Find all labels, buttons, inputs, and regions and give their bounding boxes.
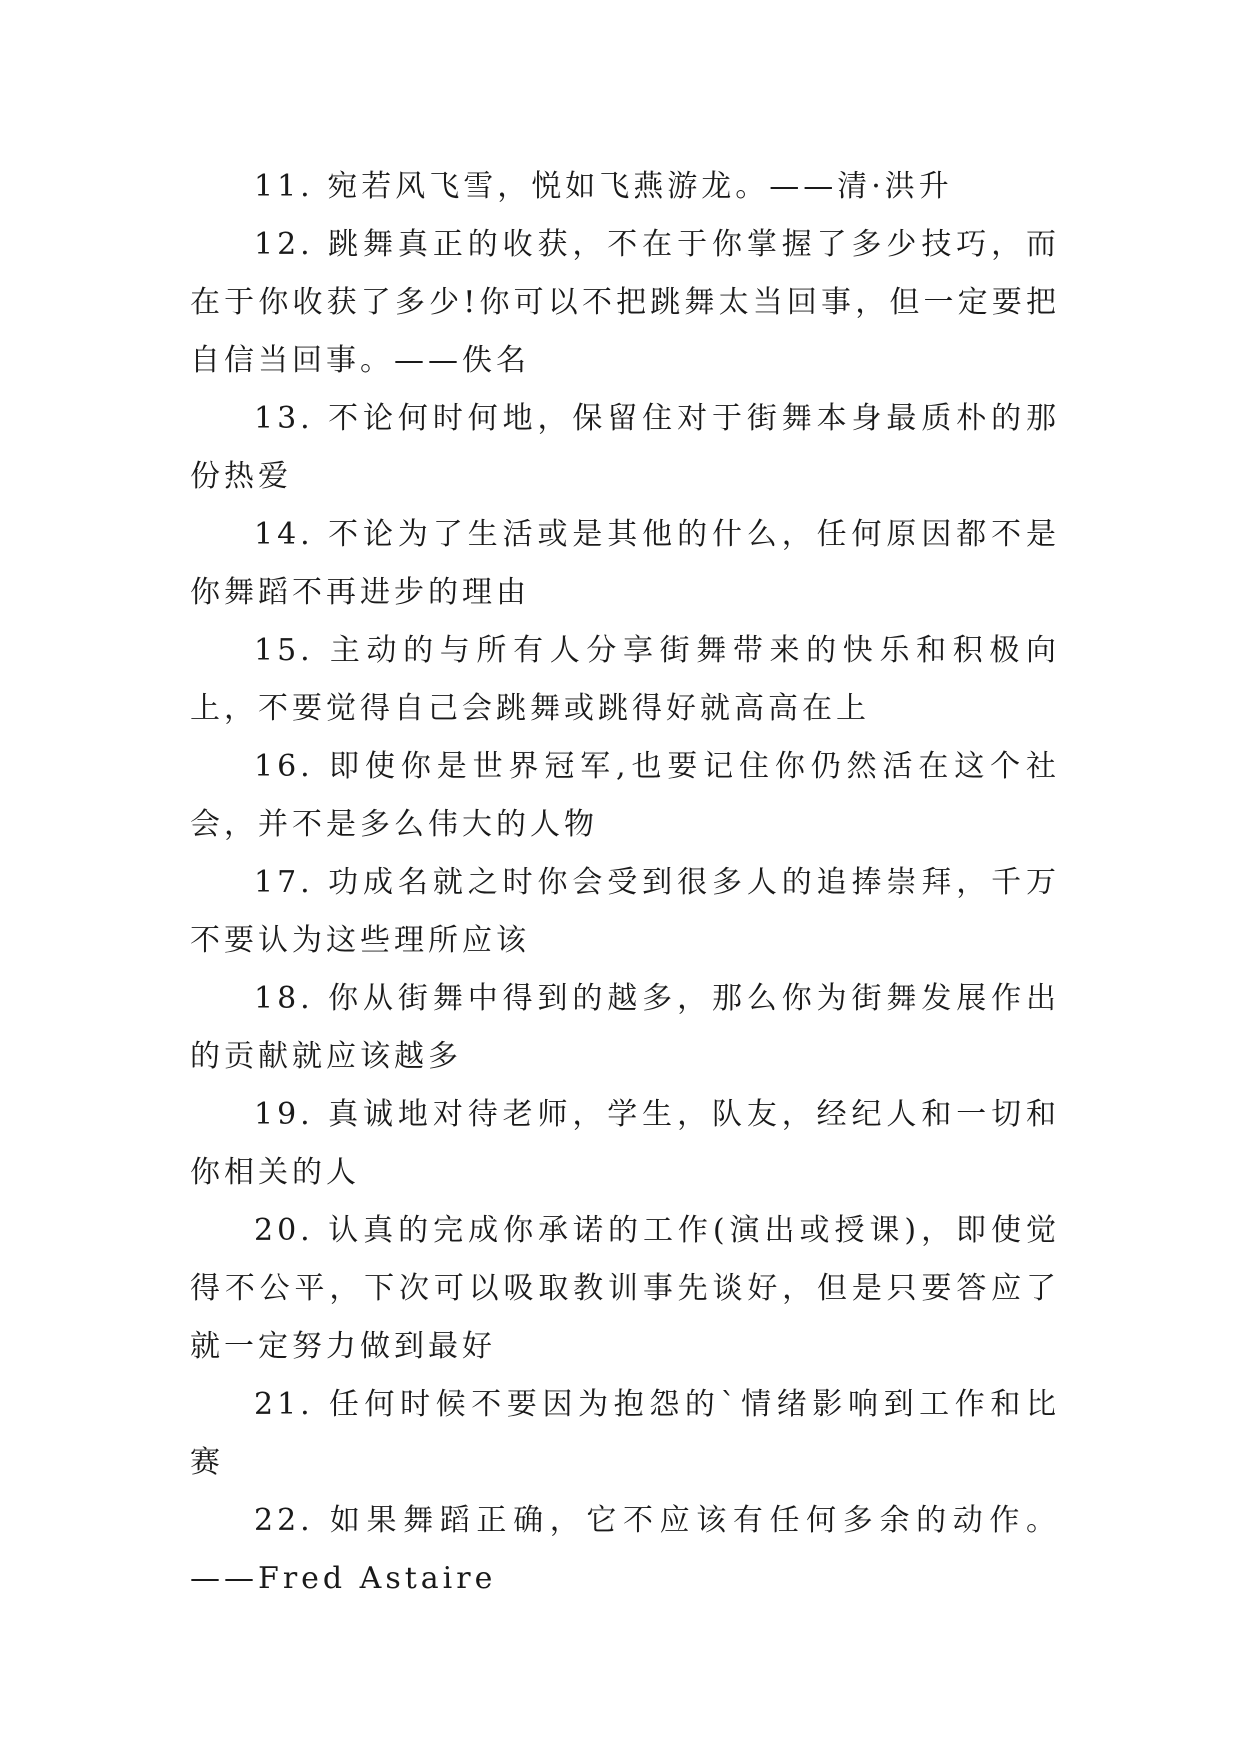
quote-paragraph-17: 17. 功成名就之时你会受到很多人的追捧崇拜，千万不要认为这些理所应该 — [190, 865, 1060, 958]
quote-paragraph-20: 20. 认真的完成你承诺的工作(演出或授课)，即使觉得不公平，下次可以吸取教训事先谈好，但是只要答应了就一定努力做到最好 — [190, 1213, 1060, 1364]
quote-paragraph-11: 11. 宛若风飞雪，悦如飞燕游龙。——清·洪升 — [254, 169, 953, 204]
quote-paragraph-16: 16. 即使你是世界冠军,也要记住你仍然活在这个社会，并不是多么伟大的人物 — [190, 749, 1060, 842]
quote-paragraph-21: 21. 任何时候不要因为抱怨的`情绪影响到工作和比赛 — [190, 1387, 1060, 1480]
document-body — [190, 158, 1060, 1608]
quote-paragraph-13: 13. 不论何时何地，保留住对于街舞本身最质朴的那份热爱 — [190, 401, 1060, 494]
quote-paragraph-12: 12. 跳舞真正的收获，不在于你掌握了多少技巧，而在于你收获了多少!你可以不把跳舞太当回事，但一定要把自信当回事。——佚名 — [190, 227, 1060, 378]
quote-paragraph-14: 14. 不论为了生活或是其他的什么，任何原因都不是你舞蹈不再进步的理由 — [190, 517, 1060, 610]
quote-paragraph-19: 19. 真诚地对待老师，学生，队友，经纪人和一切和你相关的人 — [190, 1097, 1060, 1190]
quote-paragraph-18: 18. 你从街舞中得到的越多，那么你为街舞发展作出的贡献就应该越多 — [190, 981, 1060, 1074]
quote-paragraph-15: 15. 主动的与所有人分享街舞带来的快乐和积极向上，不要觉得自己会跳舞或跳得好就高高在上 — [190, 633, 1060, 726]
quote-paragraph-22: 22. 如果舞蹈正确，它不应该有任何多余的动作。——Fred Astaire — [190, 1503, 1060, 1596]
